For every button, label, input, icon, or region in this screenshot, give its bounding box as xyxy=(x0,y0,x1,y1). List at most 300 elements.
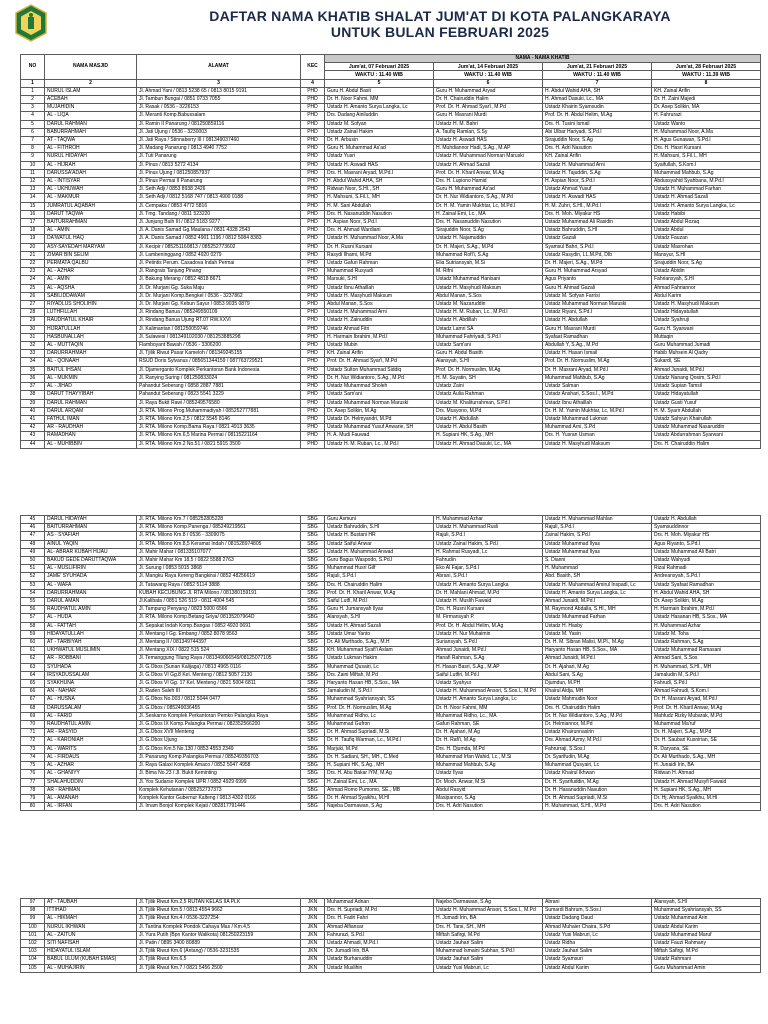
cell-khatib-1: KH. Zainal Arifin xyxy=(325,350,434,358)
cell-khatib-3: Syafaat Ramadhan xyxy=(543,333,652,341)
header-masjid: NAMA MASJID xyxy=(45,55,137,80)
table-row xyxy=(21,899,761,907)
cell-khatib-3: Dr. Helmiannor, M.Pd xyxy=(543,721,652,729)
cell-alamat: Jl. Djamerganto Komplek Perkantoran Bank Indonesia xyxy=(137,366,301,374)
table-row xyxy=(21,301,761,309)
cell-masjid: AL - HIJRAH xyxy=(45,161,137,169)
cell-alamat: Jl. Pinus Permai II Panarung xyxy=(137,178,301,186)
cell-khatib-1: Dr. H. Taufiq Warman, Lc., M.Pd.I xyxy=(325,737,434,745)
cell-khatib-4: Ustadz Hidayatullah xyxy=(652,391,761,399)
cell-alamat: Jl. Pinus Ujung / 081250857937 xyxy=(137,169,301,177)
table-row xyxy=(21,178,761,186)
cell-kec: PHD xyxy=(301,284,325,292)
cell-khatib-4: Ustadz Gusti Yusuf xyxy=(652,399,761,407)
cell-khatib-4: Ustadz Abdul xyxy=(652,227,761,235)
khatib-table-part-1 xyxy=(20,54,761,449)
table-row xyxy=(21,153,761,161)
table-row xyxy=(21,374,761,382)
cell-masjid: DARUSSALAM xyxy=(45,704,137,712)
cell-no: 5 xyxy=(21,120,45,128)
cell-khatib-3: Dr. H. M. Sibran Malisi, M.PI., M.Ag xyxy=(543,639,652,647)
table-row xyxy=(21,565,761,573)
cell-khatib-1: Drs. H. Supriadi, M.Pd xyxy=(325,907,434,915)
cell-alamat: Jl. RTA. Milono Komp.Betang Griya/ 08135207964D xyxy=(137,614,301,622)
table-row xyxy=(21,948,761,956)
cell-khatib-2: Ustadz Zaini xyxy=(434,383,543,391)
cell-alamat: Jl. Sepakat Indah Komp.Bangas / 0852 4920 0691 xyxy=(137,622,301,630)
cell-khatib-1: Ustadz Burhanuddin xyxy=(325,956,434,964)
table-row xyxy=(21,931,761,939)
table-row xyxy=(21,260,761,268)
cell-khatib-2: Rajuli, S.Pd.I xyxy=(434,532,543,540)
cell-khatib-3: Prof. Dr. H. Abdul Helim, M.Ag xyxy=(543,112,652,120)
cell-khatib-2: Dr. Moch. Anwar, M.Si xyxy=(434,778,543,786)
cell-khatib-3: H. Aspian Noor, S.Pd.I xyxy=(543,178,652,186)
cell-masjid: AL - MUHIBBIN xyxy=(45,440,137,448)
cell-no: 29 xyxy=(21,317,45,325)
table-row xyxy=(21,202,761,210)
cell-khatib-1: Rajuli, S.Pd.I xyxy=(325,573,434,581)
cell-khatib-1: Muhammad Ridho, Lc xyxy=(325,712,434,720)
cell-khatib-3: Prof. Dr. H. Normuslim, M.Ag xyxy=(543,358,652,366)
cell-masjid: AL - GHANIYY xyxy=(45,770,137,778)
cell-khatib-3: Ustadz Abdul Karim xyxy=(543,964,652,972)
column-number: 2 xyxy=(45,79,137,87)
table-row xyxy=(21,350,761,358)
cell-alamat: Jl. Mangku Raya Kereng Bangkirai / 0852 48256619 xyxy=(137,573,301,581)
cell-khatib-2: Drs. Musyono, M.Pd xyxy=(434,407,543,415)
cell-khatib-3: Ustadz Riyani, S.Pd.I xyxy=(543,309,652,317)
cell-khatib-4: KH. Zainal Arifin xyxy=(652,87,761,95)
cell-no: 105 xyxy=(21,964,45,972)
cell-khatib-1: H. Mahsuni, S.Fil.I., MH xyxy=(325,194,434,202)
cell-khatib-3: Ustadz Khairin Syamsudin xyxy=(543,104,652,112)
header-date-3: Jum'at, 21 Februari 2025 xyxy=(543,63,652,71)
table-row xyxy=(21,333,761,341)
cell-khatib-3: Ustadz Gazali xyxy=(543,235,652,243)
cell-alamat: Jl. Pinus / 0813 5272 4134 xyxy=(137,161,301,169)
header-date-4: Jum'at, 28 Februari 2025 xyxy=(652,63,761,71)
cell-no: 14 xyxy=(21,194,45,202)
cell-khatib-3: Ustadz Dadang Daud xyxy=(543,915,652,923)
cell-masjid: SYUHADA xyxy=(45,663,137,671)
cell-no: 12 xyxy=(21,178,45,186)
cell-masjid: AL - WAFA xyxy=(45,581,137,589)
cell-khatib-3: Ustadz Khairunnasirin xyxy=(543,729,652,737)
cell-masjid: MUJAHIDIN xyxy=(45,104,137,112)
cell-khatib-2: Dr. H. Ajahari, M.Ag xyxy=(434,729,543,737)
cell-alamat: Jl. RTA. Milono Komp.Bama Raya / 0821 4913 3635 xyxy=(137,424,301,432)
header-nama-khatib: NAMA - NAMA KHATIB xyxy=(325,55,761,63)
cell-khatib-4: Ustadz Abdul Karim xyxy=(652,923,761,931)
cell-no: 67 xyxy=(21,696,45,704)
cell-kec: SBG xyxy=(301,704,325,712)
cell-khatib-2: Muhammad Ridho, Lc., MA xyxy=(434,712,543,720)
cell-no: 46 xyxy=(21,524,45,532)
cell-khatib-4: Ustadz Muhammad Arin xyxy=(652,915,761,923)
cell-khatib-3: Ustadz M. Sofyan Farrisi xyxy=(543,292,652,300)
cell-khatib-1: Ustadz H. Aswadi HAS xyxy=(325,161,434,169)
table-row xyxy=(21,663,761,671)
cell-khatib-3: Abdullah Y, S.Ag., M.Pd xyxy=(543,342,652,350)
cell-khatib-4: Syaifullah, S.Kom.I xyxy=(652,161,761,169)
cell-khatib-2: Muhammad Fahriyadi, S.Pd.I xyxy=(434,333,543,341)
table-row xyxy=(21,309,761,317)
table-row xyxy=(21,415,761,423)
cell-khatib-3: Dr. H. Majeri, S.Ag., M.Pd xyxy=(543,260,652,268)
table-row xyxy=(21,128,761,136)
cell-no: 75 xyxy=(21,762,45,770)
cell-kec: SBG xyxy=(301,557,325,565)
cell-khatib-1: KH. Muhammad Syafi'i Aslam xyxy=(325,647,434,655)
cell-no: 17 xyxy=(21,219,45,227)
cell-khatib-1: Guru Asmuni xyxy=(325,516,434,524)
cell-kec: SBG xyxy=(301,753,325,761)
cell-khatib-4: Ustadz Abdurrahman Syarwani xyxy=(652,432,761,440)
cell-kec: PHD xyxy=(301,358,325,366)
cell-kec: SBG xyxy=(301,532,325,540)
cell-khatib-4: Ustadz H. Amanto Surya Langka, Lc xyxy=(652,202,761,210)
cell-alamat: Jl. Dr. Murjani Komp.Bengkel / 0536 - 3237862 xyxy=(137,292,301,300)
khatib-table-part-3 xyxy=(20,898,761,973)
cell-khatib-3: Syamsul Bahri, S.Pd.I xyxy=(543,243,652,251)
cell-khatib-4: R. Daryana, SE xyxy=(652,745,761,753)
cell-khatib-3: Muhammad Mahbub, S.Ag xyxy=(543,374,652,382)
title-line-2: UNTUK BULAN FEBRUARI 2025 xyxy=(330,24,550,40)
cell-no: 42 xyxy=(21,424,45,432)
cell-no: 20 xyxy=(21,243,45,251)
cell-khatib-4: Ustadz Wanto xyxy=(652,120,761,128)
cell-no: 65 xyxy=(21,680,45,688)
cell-no: 35 xyxy=(21,366,45,374)
cell-khatib-2: Saiful Lutfiri, M.Pd.I xyxy=(434,671,543,679)
cell-khatib-4: Muhammad Syahriansyah, SS xyxy=(652,907,761,915)
cell-no: 19 xyxy=(21,235,45,243)
cell-khatib-3: Ustadz Jauhari Salim xyxy=(543,948,652,956)
cell-alamat: Jl. Bima No.23 / Jl. Bukit Keminting xyxy=(137,770,301,778)
cell-no: 73 xyxy=(21,745,45,753)
cell-no: 66 xyxy=(21,688,45,696)
cell-alamat: Jl. Ahmad Yani / 0813 5238 65 / 0813 8015 9191 xyxy=(137,87,301,95)
cell-khatib-4: Ustadz Nanang Qosim, S.Pd.I xyxy=(652,374,761,382)
cell-khatib-4: Abdul Karim xyxy=(652,292,761,300)
cell-khatib-1: Muhammad Husri Gilf xyxy=(325,565,434,573)
cell-masjid: AL - FIRDAUS xyxy=(45,753,137,761)
cell-khatib-1: Ustadz H. Bustani HR xyxy=(325,532,434,540)
cell-khatib-3: Ustadz Muhammad Norman Maruski xyxy=(543,301,652,309)
cell-khatib-4: Ustadz Muhammad Ramasani xyxy=(652,647,761,655)
column-number: 6 xyxy=(434,79,543,87)
cell-masjid: RAUDHATUL AMIN xyxy=(45,606,137,614)
cell-khatib-3: Dr. H. Ahmad Supriadi, M.Si xyxy=(543,794,652,802)
cell-kec: PHD xyxy=(301,415,325,423)
cell-kec: PHD xyxy=(301,243,325,251)
cell-khatib-2: A. Taufiq Ramlan, S.Sy xyxy=(434,128,543,136)
cell-khatib-1: Ustadz Sulton Muhammad Siddiq xyxy=(325,366,434,374)
cell-khatib-2: H. Jumadi Irin, BA xyxy=(434,915,543,923)
table-row xyxy=(21,383,761,391)
cell-no: 101 xyxy=(21,931,45,939)
cell-alamat: RSUD Doris Sylvanus / 085651344159 / 087763729521 xyxy=(137,358,301,366)
cell-khatib-2: Prof. Dr. H. Kharil Anwar, M.Ag xyxy=(434,169,543,177)
cell-khatib-4: Dr. Asep Solikin, MA xyxy=(652,104,761,112)
table-row xyxy=(21,317,761,325)
cell-khatib-1: Dr. Asep Solikin, M.Ag xyxy=(325,407,434,415)
cell-khatib-2: H. Rahmat Rusyadi, Lc xyxy=(434,548,543,556)
cell-alamat: Jl. Yura Putih (Bpn Kantor Walikota) 081250223159 xyxy=(137,931,301,939)
cell-khatib-2: Ustadz Jauhari Salim xyxy=(434,956,543,964)
cell-alamat: Pahandut Seberang / 0858 2887 7881 xyxy=(137,383,301,391)
cell-kec: SBG xyxy=(301,540,325,548)
cell-khatib-2: Ustadz H. Ahmad Dasuki, Lc., MA xyxy=(434,440,543,448)
cell-khatib-3: Djumdun, M.PH xyxy=(543,680,652,688)
cell-kec: SBG xyxy=(301,639,325,647)
cell-kec: PHD xyxy=(301,276,325,284)
cell-masjid: DARURRAHMAH xyxy=(45,350,137,358)
cell-alamat: Jl. Tampung Penyang / 0823 5000 6566 xyxy=(137,606,301,614)
cell-alamat: Jl. Tjilik Riwut Km.6 (Antang) / 0536-3231535 xyxy=(137,948,301,956)
table-row xyxy=(21,169,761,177)
cell-khatib-4: Ahmad Fahriannor xyxy=(652,284,761,292)
cell-no: 18 xyxy=(21,227,45,235)
cell-no: 8 xyxy=(21,145,45,153)
cell-no: 30 xyxy=(21,325,45,333)
cell-khatib-1: Drs. H. Nasanuddin Nasution xyxy=(325,210,434,218)
cell-khatib-3: Ustadz Anshari, S.Sos.I., M.Pd xyxy=(543,391,652,399)
cell-khatib-4: Dr. H. Masrani Aryad, M.Pd.I xyxy=(652,696,761,704)
cell-masjid: AL - AQSHA xyxy=(45,284,137,292)
cell-khatib-3: Ustadz H. Aswadi HAS xyxy=(543,194,652,202)
cell-masjid: DARUL HIDAYAH xyxy=(45,516,137,524)
cell-khatib-4: Ustadz Syahruji xyxy=(652,317,761,325)
cell-kec: JKN xyxy=(301,948,325,956)
header-time-4: WAKTU : 11.39 WIB xyxy=(652,71,761,79)
table-row xyxy=(21,753,761,761)
cell-alamat: Jl. A. Danis Samad Gg.Maulana / 0831 4328 2543 xyxy=(137,227,301,235)
cell-khatib-3: Ustadz H. Muhammad Mahlan xyxy=(543,516,652,524)
cell-kec: SBG xyxy=(301,794,325,802)
table-row xyxy=(21,639,761,647)
cell-alamat: Jl. Jati Ujung / 0536 - 3230003 xyxy=(137,128,301,136)
cell-khatib-1: Ustadz Muhammad Sholeh xyxy=(325,383,434,391)
table-row xyxy=(21,532,761,540)
table-row xyxy=(21,112,761,120)
cell-khatib-4: Agus Riyanto, S.Pd.I xyxy=(652,540,761,548)
cell-kec: SBG xyxy=(301,581,325,589)
cell-khatib-2: Sirajuddin Noor, S.Ag xyxy=(434,227,543,235)
cell-masjid: AL - MUTTAQIN xyxy=(45,342,137,350)
cell-khatib-3: Haryanto Hasan HB, S.Sos., MA xyxy=(543,647,652,655)
cell-khatib-3: Guru H. Ahmad Gazali xyxy=(543,284,652,292)
cell-khatib-3: Ustadz Mahmudin Noor xyxy=(543,696,652,704)
cell-khatib-1: Ustadz Muslihin xyxy=(325,964,434,972)
cell-khatib-1: Drs. H. Masrani Aryad, M.Pd.I xyxy=(325,169,434,177)
cell-alamat: Jl. G.Obos VI Gg.8 Kel. Menteng / 0812 5057 2130 xyxy=(137,671,301,679)
cell-kec: SBG xyxy=(301,778,325,786)
cell-alamat: Jl. Kecipir / 085251160813 / 085252773602 xyxy=(137,243,301,251)
cell-kec: PHD xyxy=(301,169,325,177)
cell-no: 79 xyxy=(21,794,45,802)
cell-khatib-1: Marsuki, S.HI xyxy=(325,276,434,284)
cell-khatib-1: Dr. H. Arbusin xyxy=(325,137,434,145)
title-line-1: DAFTAR NAMA KHATIB SHALAT JUM'AT DI KOTA PALANGKARAYA xyxy=(209,8,671,24)
cell-kec: JKN xyxy=(301,931,325,939)
cell-khatib-4: Ustadz Habibi xyxy=(652,210,761,218)
cell-khatib-4: Ustadz Hidayatullah xyxy=(652,309,761,317)
cell-kec: JKN xyxy=(301,940,325,948)
cell-masjid: AT - TAUBAH xyxy=(45,899,137,907)
cell-khatib-1: Ustadz Muhammad Norman Maruski xyxy=(325,399,434,407)
cell-masjid: AINUL YAQIN xyxy=(45,540,137,548)
cell-alamat: Jl. Dr. Murjani Gg. Kebun Sayur / 0853 9035 0879 xyxy=(137,301,301,309)
cell-khatib-2: Ustadz H. M. Ruban, Lc., M.Pd.I xyxy=(434,309,543,317)
cell-no: 27 xyxy=(21,301,45,309)
cell-kec: PHD xyxy=(301,260,325,268)
column-number: 3 xyxy=(137,79,301,87)
cell-khatib-2: H. Hasan Basri, S.Ag., M.AP xyxy=(434,663,543,671)
cell-khatib-1: Ustadz H. Masyhudi Maksum xyxy=(325,292,434,300)
cell-masjid: AT - TAQWA xyxy=(45,137,137,145)
table-row xyxy=(21,284,761,292)
cell-khatib-2: Abrani, S.Pd.I xyxy=(434,573,543,581)
cell-masjid: AL - HUSNA xyxy=(45,696,137,704)
table-row xyxy=(21,194,761,202)
cell-masjid: AL - UKHUWAH xyxy=(45,186,137,194)
cell-no: 78 xyxy=(21,786,45,794)
table-row xyxy=(21,614,761,622)
cell-masjid: AL - LIQA xyxy=(45,112,137,120)
cell-khatib-2: Ustadz Lamri SA xyxy=(434,325,543,333)
cell-khatib-1: Ahmad Romo Pumomo, SE., MB xyxy=(325,786,434,794)
cell-kec: PHD xyxy=(301,317,325,325)
cell-no: 16 xyxy=(21,210,45,218)
cell-no: 100 xyxy=(21,923,45,931)
cell-masjid: ZIMAR BIN SELIM xyxy=(45,251,137,259)
cell-khatib-2: Eko Al Fajar, S.Pd.I xyxy=(434,565,543,573)
cell-khatib-1: Ridwan Noor, S.HI., SH xyxy=(325,186,434,194)
table-row xyxy=(21,704,761,712)
cell-no: 62 xyxy=(21,655,45,663)
cell-khatib-4: H. Muhammad Noor, A.Ma xyxy=(652,128,761,136)
cell-khatib-2: Abdul Rasyid xyxy=(434,786,543,794)
cell-khatib-1: Muhammad Syahriansyah, SS xyxy=(325,696,434,704)
cell-kec: SBG xyxy=(301,786,325,794)
cell-khatib-1: Dr. H. Ahmad Supriadi, M.Si xyxy=(325,729,434,737)
cell-khatib-2: Prof. Dr. H. Abdul Helim, M.Ag xyxy=(434,622,543,630)
cell-khatib-3: Sumardi Bahrum, S.Sos.I xyxy=(543,907,652,915)
cell-khatib-4: Dr. Ali Murthado, S.Ag., MH xyxy=(652,753,761,761)
table-row xyxy=(21,794,761,802)
cell-khatib-4: Fahrudi, S.Pd.I xyxy=(652,680,761,688)
cell-khatib-3: Ustadz H. Masyhudi Maksum xyxy=(543,440,652,448)
table-row xyxy=(21,251,761,259)
cell-masjid: SHALAHUDDIN xyxy=(45,778,137,786)
cell-khatib-4: Drs. H. Chairuddin Halim xyxy=(652,440,761,448)
cell-alamat: Jl. Meranti Komp.Babussalam xyxy=(137,112,301,120)
cell-masjid: AL - KARONIAH xyxy=(45,737,137,745)
cell-alamat: Jl. G.Obos XVII Menteng xyxy=(137,729,301,737)
cell-khatib-3: Ustadz Bahruddin, S.HI xyxy=(543,227,652,235)
cell-khatib-2: Abdul Manan, S.Sos xyxy=(434,292,543,300)
cell-khatib-1: Rasydi Ilhami, M.Pd xyxy=(325,251,434,259)
cell-khatib-4: Alansyah, S.HI xyxy=(652,899,761,907)
cell-khatib-4: Ustadz Abidin xyxy=(652,268,761,276)
cell-khatib-2: Prof. Dr. H. Ahmad Syar'i, M.Pd xyxy=(434,104,543,112)
cell-khatib-2: Gafuri Rahman, SE xyxy=(434,721,543,729)
table-row xyxy=(21,630,761,638)
cell-masjid: AR - RASYID xyxy=(45,729,137,737)
cell-masjid: BAITUL IHSAN xyxy=(45,366,137,374)
cell-alamat: Jl. Raya Bukit Rawi / 085249576580 xyxy=(137,399,301,407)
cell-kec: PHD xyxy=(301,153,325,161)
column-number: 7 xyxy=(543,79,652,87)
cell-masjid: HASBUNALLAH xyxy=(45,333,137,341)
cell-khatib-1: Fahrurazi, S.Pd.I xyxy=(325,931,434,939)
cell-khatib-4: Ustadz Wahyudi xyxy=(652,557,761,565)
cell-kec: PHD xyxy=(301,145,325,153)
cell-alamat: Jl. Kalimantan / 081250059746 xyxy=(137,325,301,333)
cell-masjid: AN - NAHAR xyxy=(45,688,137,696)
cell-khatib-1: Abdul Manan, S.Sos xyxy=(325,301,434,309)
cell-masjid: AR - ROBBANI xyxy=(45,655,137,663)
cell-no: 80 xyxy=(21,803,45,811)
cell-alamat: Jl. A. Danis Samad / 0852 4901 1196 / 0812 5084 8383 xyxy=(137,235,301,243)
cell-khatib-4: Ahmad Fahrudi, S.Kom.I xyxy=(652,688,761,696)
cell-no: 45 xyxy=(21,516,45,524)
cell-kec: SBG xyxy=(301,630,325,638)
cell-kec: SBG xyxy=(301,598,325,606)
cell-khatib-1: Ustadz Gafuri Rahman xyxy=(325,260,434,268)
cell-khatib-2: H. M. Suyatin, SH xyxy=(434,374,543,382)
cell-khatib-2: Ustadz H. Amanto Surya Langka xyxy=(434,581,543,589)
cell-khatib-3: Ustadz M. Yasin xyxy=(543,630,652,638)
cell-khatib-4: Drs. H. Adri Nasution xyxy=(652,803,761,811)
cell-khatib-4: Dr. Hj. Ahmad Syaikhu, M.HI xyxy=(652,794,761,802)
cell-khatib-2: Ustadz H. Muhammad Rusli xyxy=(434,524,543,532)
cell-khatib-1: Ustadz Ibnu Athaillah xyxy=(325,284,434,292)
cell-khatib-3: Dr. H. Syarifuddin, M.Ag xyxy=(543,778,652,786)
khatib-table-part-2 xyxy=(20,515,761,811)
cell-khatib-4: Ustadz Fauzan xyxy=(652,235,761,243)
cell-kec: SBG xyxy=(301,606,325,614)
cell-khatib-4: Ustadz Rahmani xyxy=(652,956,761,964)
cell-masjid: AL - MUHAJIRIN xyxy=(45,964,137,972)
cell-alamat: Jl. Rindang Banua / 085249550109 xyxy=(137,309,301,317)
cell-no: 47 xyxy=(21,532,45,540)
cell-khatib-4: H. Harmain Ibrahim, M.Pd.I xyxy=(652,606,761,614)
cell-khatib-3: Agus Priyanto xyxy=(543,276,652,284)
cell-no: 70 xyxy=(21,721,45,729)
cell-khatib-1: Drs. H. Chairuddin Halim xyxy=(325,581,434,589)
column-number: 4 xyxy=(301,79,325,87)
cell-khatib-4: Ustadz H. Ahmad Musyfi Fawaid xyxy=(652,778,761,786)
table-row xyxy=(21,219,761,227)
cell-kec: PHD xyxy=(301,210,325,218)
cell-khatib-3: Rajuli, S.Pd.I xyxy=(543,524,652,532)
cell-alamat: Jl. Tjilik Riwut Km.7 / 0821 5456 2500 xyxy=(137,964,301,972)
cell-masjid: AR - RAHMAN xyxy=(45,786,137,794)
cell-khatib-3: Ustadz Khairul Ikhwan xyxy=(543,770,652,778)
cell-khatib-4: Prof. Dr. H. Kharil Anwar, M.Ag xyxy=(652,704,761,712)
table-row xyxy=(21,915,761,923)
cell-khatib-3: Ustadz H. Abdullah xyxy=(543,317,652,325)
cell-kec: PHD xyxy=(301,301,325,309)
cell-khatib-2: Guru H. Abdul Basith xyxy=(434,350,543,358)
cell-khatib-4: Ahmad Sani, S.Sos xyxy=(652,655,761,663)
cell-khatib-4: H. Junaidi Irin, BA xyxy=(652,762,761,770)
table-row xyxy=(21,95,761,103)
cell-khatib-2: Ustadz H. Masyhudi Maksum xyxy=(434,284,543,292)
